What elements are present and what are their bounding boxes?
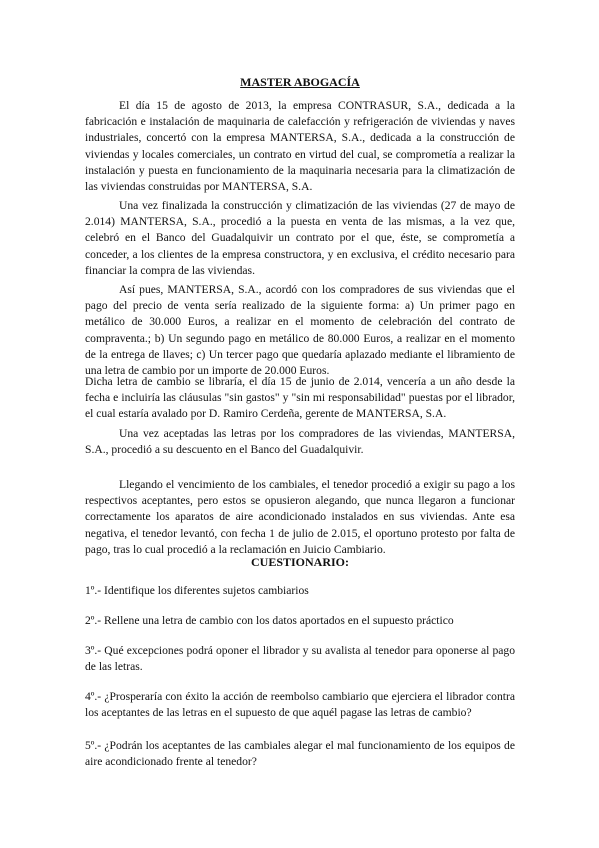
question-5: 5º.- ¿Podrán los aceptantes de las cambiales alegar el mal funcionamiento de los equipos de aire acondicionado frente al tenedor?	[85, 739, 515, 769]
document-title	[85, 74, 515, 90]
document-title-text: MASTER ABOGACÍA	[240, 75, 360, 89]
paragraph-3: Así pues, MANTERSA, S.A., acordó con los compradores de sus viviendas que el pago del precio de venta sería realizado de la siguiente forma: a) Un primer pago en metálico de 30.000 Euros, a realizar en el momento de celebración del contrato de compraventa.; b) Un segundo pago en metálico de 80.000 Euros, a realizar en el momento de la entrega de llaves; c) Un tercer pago que quedaría aplazado mediante el libramiento de una letra de cambio por un importe de 20.000 Euros.	[85, 283, 515, 378]
questionnaire-title: CUESTIONARIO:	[250, 555, 349, 569]
question-4: 4º.- ¿Prosperaría con éxito la acción de reembolso cambiario que ejerciera el librador contra los aceptantes de las letras en el supuesto de que aquél pagase las letras de cambio?	[85, 690, 515, 720]
question-2: 2º.- Rellene una letra de cambio con los datos aportados en el supuesto práctico	[85, 614, 454, 627]
paragraph-4: Dicha letra de cambio se libraría, el día 15 de junio de 2.014, vencería a un año desde la fecha e incluiría las cláusulas "sin gastos" y "sin mi responsabilidad" puestas por el librador, el cual estaría avalado por D. Ramiro Cerdeña, gerente de MANTERSA, S.A.	[85, 375, 515, 421]
paragraph-2: Una vez finalizada la construcción y climatización de las viviendas (27 de mayo de 2.014) MANTERSA, S.A., procedió a la puesta en venta de las mismas, a la vez que, celebró en el Banco del Guadalquivir un contrato por el que, éste, se comprometía a conceder, a los clientes de la empresa constructora, y en exclusiva, el crédito necesario para financiar la compra de las viviendas.	[85, 199, 515, 277]
paragraph-6: Llegando el vencimiento de los cambiales, el tenedor procedió a exigir su pago a los respectivos aceptantes, pero estos se opusieron alegando, que nunca llegaron a funcionar correctamente los aparatos de aire acondicionado instalados en sus viviendas. Ante esa negativa, el tenedor levantó, con fecha 1 de julio de 2.015, el oportuno protesto por falta de pago, tras lo cual procedió a la reclamación en Juicio Cambiario.	[85, 478, 515, 556]
question-3: 3º.- Qué excepciones podrá oponer el librador y su avalista al tenedor para oponerse al pago de las letras.	[85, 644, 515, 674]
paragraph-5: Una vez aceptadas las letras por los compradores de las viviendas, MANTERSA, S.A., procedió a su descuento en el Banco del Guadalquivir.	[85, 427, 515, 457]
question-1: 1º.- Identifique los diferentes sujetos cambiarios	[85, 584, 309, 597]
paragraph-1: El día 15 de agosto de 2013, la empresa CONTRASUR, S.A., dedicada a la fabricación e instalación de maquinaria de calefacción y refrigeración de viviendas y naves industriales, concertó con la empresa MANTERSA, S.A., dedicada a la construcción de viviendas y locales comerciales, un contrato en virtud del cual, se comprometía a realizar la instalación y puesta en funcionamiento de la maquinaria necesaria para la climatización de las viviendas construidas por MANTERSA, S.A.	[85, 99, 515, 194]
